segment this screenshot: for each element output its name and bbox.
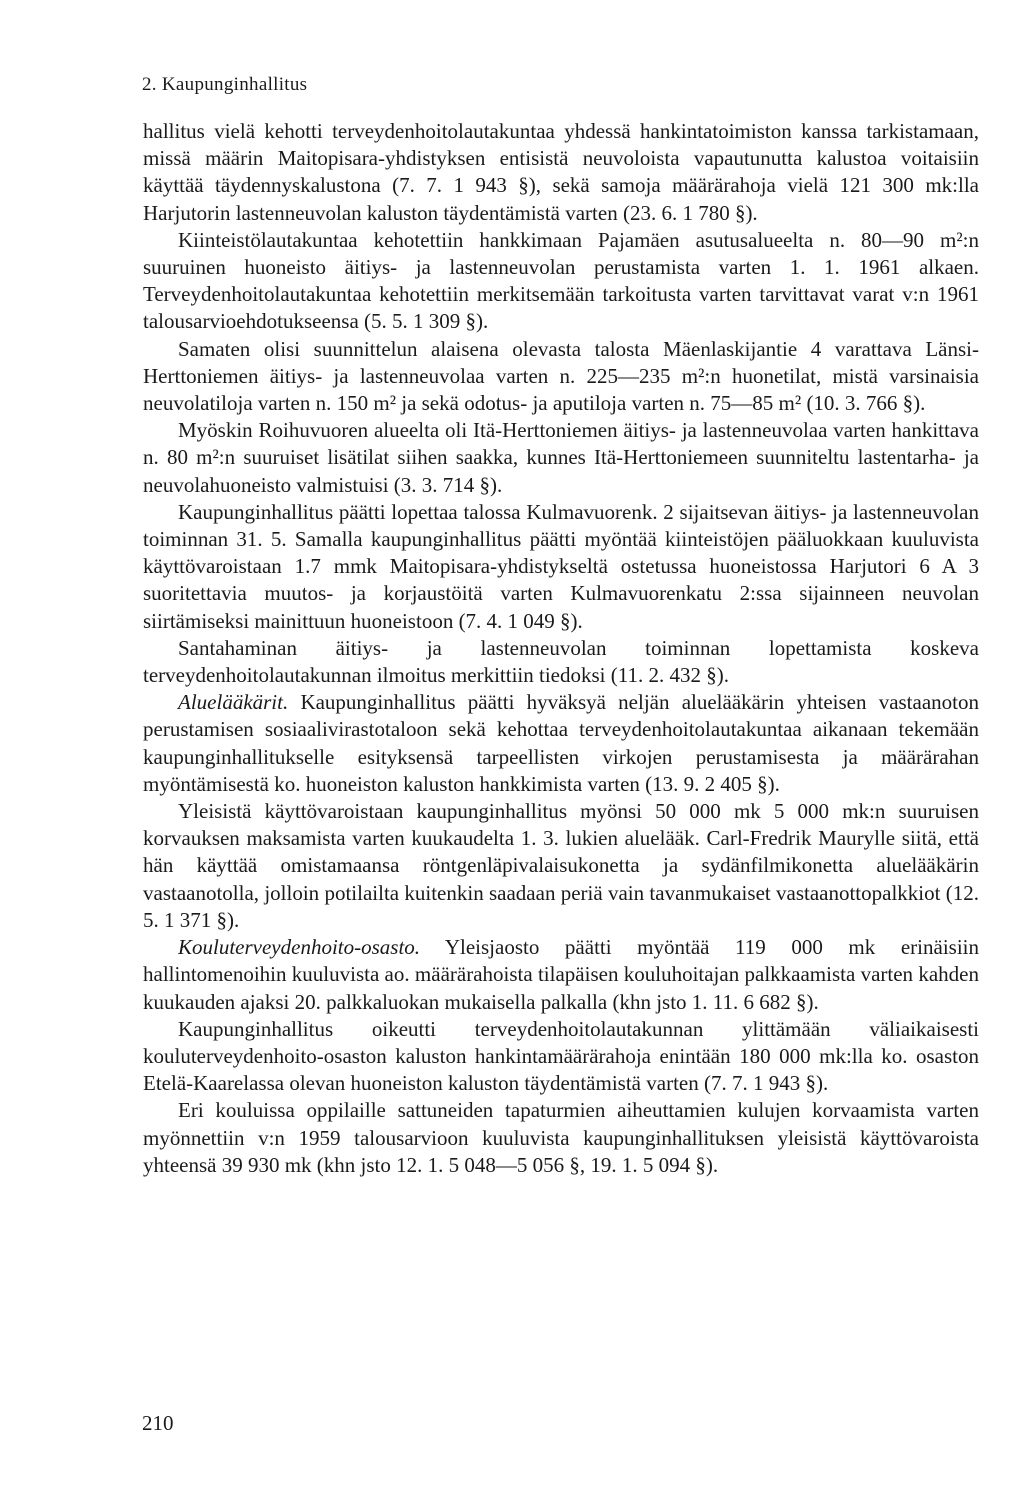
section-lead-heading: Aluelääkärit. <box>178 690 289 715</box>
paragraph-text: Kiinteistölautakuntaa kehotettiin hankkimaan Pajamäen asutusalueelta n. 80—90 m²:n suuruinen huoneisto äitiys- ja lastenneuvolan perustamista varten 1. 1. 1961 alkaen. Terveydenhoitolautakuntaa kehotettiin merkitsemään tarkoitusta varten tarvittavat varat v:n 1961 talousarvioehdotukseensa (5. 5. 1 309 §). <box>143 227 979 334</box>
paragraph-text: Kaupunginhallitus päätti hyväksyä neljän aluelääkärin yhteisen vastaanoton perustamisen sosiaalivirastotaloon sekä kehottaa terveydenhoitolautakuntaa aikanaan tekemään kaupunginhallitukselle esityksensä tarpeellisten virkojen perustamisesta ja määrärahan myöntämisestä ko. huoneiston kaluston hankkimista varten (13. 9. 2 405 §). <box>143 690 979 796</box>
paragraph-text: Yleisjaosto päätti myöntää 119 000 mk erinäisiin hallintomenoihin kuuluvista ao. määrärahoista tilapäisen kouluhoitajan palkkaamista varten kahden kuukauden ajaksi 20. palkkaluokan mukaisella palkalla (khn jsto 1. 11. 6 682 §). <box>143 935 979 1014</box>
paragraph-text: Myöskin Roihuvuoren alueelta oli Itä-Herttoniemen äitiys- ja lastenneuvolaa varten hankittava n. 80 m²:n suuruiset lisätilat siihen saakka, kunnes Itä-Herttoniemeen suunniteltu lastentarha- ja neuvolahuoneisto valmistuisi (3. 3. 714 §). <box>143 418 979 497</box>
paragraph-text: Kaupunginhallitus oikeutti terveydenhoitolautakunnan ylittämään väliaikaisesti kouluterveydenhoito-osaston kaluston hankintamäärärahoja enintään 180 000 mk:lla ko. osaston Etelä-Kaarelassa olevan huoneiston kaluston täydentämistä varten (7. 7. 1 943 §). <box>143 1016 979 1096</box>
paragraph-text: Kaupunginhallitus päätti lopettaa talossa Kulmavuorenk. 2 sijaitsevan äitiys- ja lastenneuvolan toiminnan 31. 5. Samalla kaupunginhallitus päätti myöntää kiinteistöjen pääluokkaan kuuluvista käyttövaroistaan 1.7 mmk Maitopisara-yhdistykseltä ostetussa huoneistossa Harjutori 6 A 3 suoritettavia muutos- ja korjaustöitä varten Kulmavuorenkatu 2:ssa sijainneen neuvolan siirtämiseksi mainittuun huoneistoon (7. 4. 1 049 §). <box>143 499 979 633</box>
section-lead-heading: Kouluterveydenhoito-osasto. <box>178 935 421 960</box>
paragraph <box>143 336 979 418</box>
paragraph <box>143 934 979 1016</box>
paragraph-text: Yleisistä käyttövaroistaan kaupunginhallitus myönsi 50 000 mk 5 000 mk:n suuruisen korvauksen maksamista varten kuukaudelta 1. 3. lukien aluelääk. Carl-Fredrik Maurylle siitä, että hän käyttää omistamaansa röntgenläpivalaisukonetta ja sydänfilmikonetta aluelääkärin vastaanotolla, jolloin potilailta kuitenkin saadaan periä vain tavanmukaiset vastaanottopalkkiot (12. 5. 1 371 §). <box>143 799 979 932</box>
paragraph-text: Samaten olisi suunnittelun alaisena olevasta talosta Mäenlaskijantie 4 varattava Länsi-Herttoniemen äitiys- ja lastenneuvolaa varten n. 225—235 m²:n huonetilat, mistä varsinaisia neuvolatiloja varten n. 150 m² ja sekä odotus- ja aputiloja varten n. 75—85 m² (10. 3. 766 §). <box>143 336 979 416</box>
paragraph <box>143 1016 979 1098</box>
paragraph <box>143 1097 979 1179</box>
paragraph <box>143 689 979 798</box>
page-number: 210 <box>142 1411 174 1435</box>
body-text <box>143 118 979 1179</box>
running-head: 2. Kaupunginhallitus <box>142 74 308 95</box>
paragraph <box>143 118 979 227</box>
paragraph <box>143 635 979 689</box>
paragraph <box>143 499 979 635</box>
paragraph <box>143 798 979 934</box>
paragraph-text: Santahaminan äitiys- ja lastenneuvolan toiminnan lopettamista koskeva terveydenhoitolautakunnan ilmoitus merkittiin tiedoksi (11. 2. 432 §). <box>143 635 979 688</box>
paragraph <box>143 227 979 336</box>
paragraph-text: Eri kouluissa oppilaille sattuneiden tapaturmien aiheuttamien kulujen korvaamista varten myönnettiin v:n 1959 talousarvioon kuuluvista kaupunginhallituksen yleisistä käyttövaroista yhteensä 39 930 mk (khn jsto 12. 1. 5 048—5 056 §, 19. 1. 5 094 §). <box>143 1098 979 1177</box>
paragraph-text: hallitus vielä kehotti terveydenhoitolautakuntaa yhdessä hankintatoimiston kanssa tarkistamaan, missä määrin Maitopisara-yhdistyksen entisistä neuvoloista vapautunutta kalustoa voitaisiin käyttää täydennyskalustona (7. 7. 1 943 §), sekä samoja määrärahoja vielä 121 300 mk:lla Harjutorin lastenneuvolan kaluston täydentämistä varten (23. 6. 1 780 §). <box>143 119 979 225</box>
paragraph <box>143 417 979 499</box>
